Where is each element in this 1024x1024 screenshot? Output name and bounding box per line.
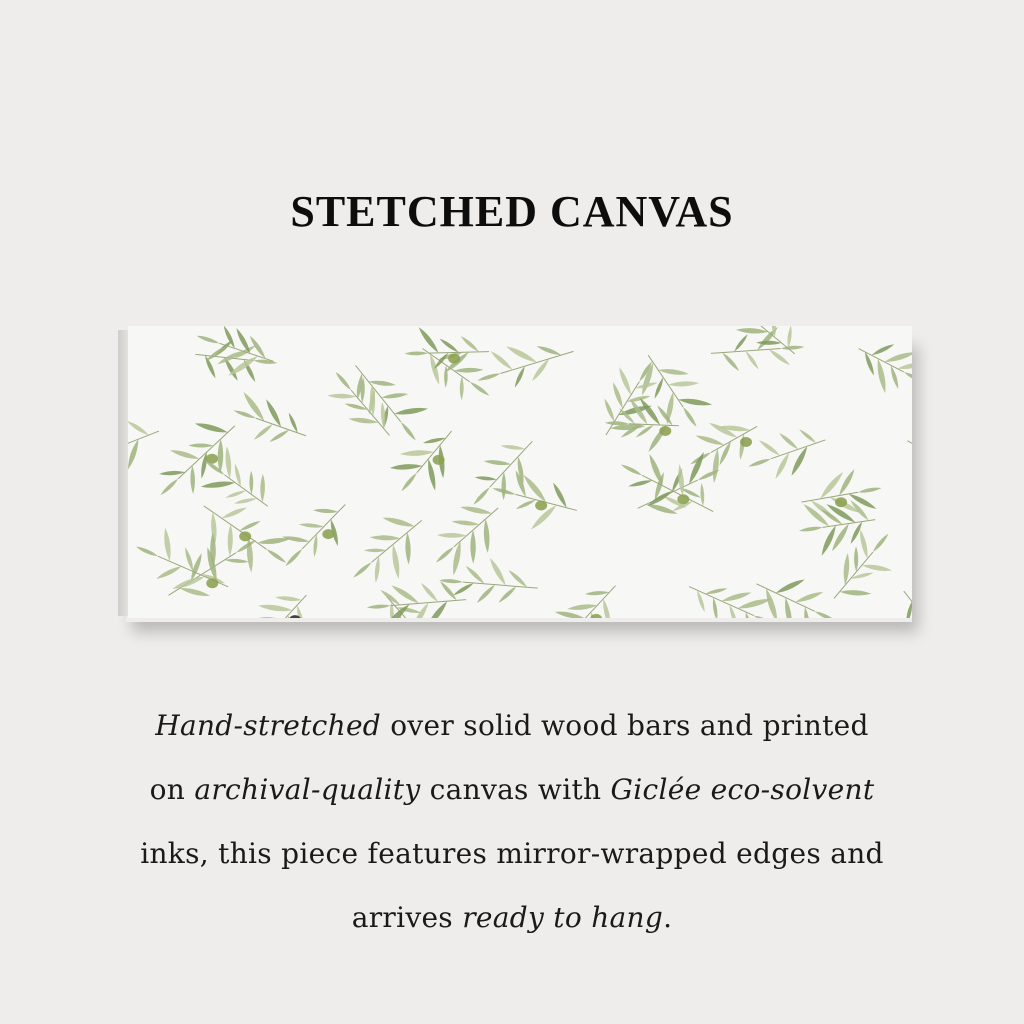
olive-branch: [834, 529, 892, 598]
leaf: [428, 353, 442, 385]
olive: [433, 455, 445, 465]
olive-branch: [435, 504, 499, 576]
branch-stem: [454, 508, 498, 547]
olive-branch-pattern: [128, 326, 912, 618]
leaf: [201, 480, 236, 490]
leaf: [875, 358, 888, 394]
olive: [448, 354, 460, 364]
canvas-product-image: [118, 326, 914, 622]
leaf: [135, 545, 159, 558]
leaf: [435, 545, 456, 564]
olive-branch: [554, 586, 615, 618]
leaf: [432, 351, 449, 370]
olive: [740, 437, 752, 447]
leaf: [554, 609, 585, 618]
leaf: [364, 549, 386, 553]
leaf: [253, 359, 277, 365]
description-line-4: arrives ready to hang.: [351, 901, 673, 934]
leaf: [475, 583, 496, 604]
leaf: [695, 433, 725, 447]
leaf: [460, 335, 481, 354]
leaf: [400, 449, 435, 457]
leaf: [585, 590, 610, 596]
leaf: [259, 616, 283, 618]
leaf: [617, 366, 633, 396]
leaf: [460, 504, 493, 515]
leaf: [620, 463, 643, 477]
olive: [659, 426, 671, 436]
leaf: [451, 541, 463, 576]
leaf: [773, 451, 791, 480]
leaf: [489, 349, 514, 371]
olive-branch: [327, 371, 389, 436]
leaf: [163, 527, 173, 561]
leaf: [733, 333, 749, 353]
description-line-3: inks, this piece features mirror-wrapped edges and: [140, 837, 884, 870]
leaf: [381, 392, 408, 400]
leaf: [327, 393, 357, 399]
leaf: [758, 438, 782, 457]
leaf: [437, 533, 467, 538]
olive-branch: [689, 587, 776, 618]
product-description: [90, 694, 934, 950]
page-title: STETCHED CANVAS: [290, 187, 734, 236]
olive-branch: [477, 344, 574, 388]
leaf: [265, 548, 287, 565]
leaf: [601, 598, 612, 618]
leaf: [603, 398, 617, 423]
olive-branch: [404, 326, 489, 374]
leaf: [819, 524, 838, 557]
olive-branch: [859, 342, 912, 393]
leaf: [390, 544, 401, 579]
leaf: [258, 603, 293, 613]
leaf: [858, 529, 870, 559]
leaf: [452, 581, 475, 597]
leaf: [454, 367, 484, 373]
olive: [677, 494, 689, 504]
leaf: [695, 590, 706, 613]
leaf: [780, 345, 804, 350]
leaf: [775, 577, 806, 595]
leaf: [239, 519, 262, 532]
leaf: [284, 548, 303, 568]
leaf: [903, 370, 912, 384]
leaf: [264, 398, 283, 428]
leaf: [668, 381, 699, 388]
leaf: [451, 519, 479, 527]
leaf: [474, 475, 497, 481]
leaf: [501, 472, 506, 500]
leaf: [798, 428, 817, 445]
leaf: [483, 519, 491, 553]
leaf: [394, 406, 429, 416]
leaf: [405, 532, 411, 564]
description-line-1: Hand-stretched over solid wood bars and printed: [155, 709, 869, 742]
leaf: [861, 563, 892, 573]
olive-branch: [605, 396, 679, 453]
leaf: [382, 515, 415, 529]
leaf: [653, 377, 665, 400]
leaf: [260, 474, 265, 503]
leaf: [628, 479, 653, 489]
leaf: [352, 561, 373, 579]
branch-stem: [711, 349, 781, 354]
olive: [322, 529, 334, 539]
leaf: [830, 522, 851, 552]
leaf: [159, 477, 179, 496]
olive: [206, 578, 218, 588]
leaf: [794, 590, 823, 605]
leaf: [611, 381, 625, 409]
leaf: [488, 557, 508, 587]
leaf: [744, 350, 760, 370]
leaf: [227, 524, 233, 556]
leaf: [196, 334, 220, 345]
leaf: [744, 611, 756, 618]
leaf: [179, 586, 210, 599]
leaf: [756, 326, 764, 327]
leaf: [169, 448, 200, 461]
leaf: [221, 505, 248, 520]
olive-branch: [904, 591, 912, 618]
leaf: [417, 326, 441, 354]
leaf: [778, 432, 800, 451]
leaf: [194, 421, 228, 435]
olive-branch: [196, 326, 273, 378]
leaf: [438, 337, 459, 354]
leaf: [711, 448, 720, 483]
olive-branch: [247, 595, 307, 618]
leaf: [850, 571, 874, 580]
olive-branch: [282, 504, 346, 567]
olive-branch: [128, 419, 159, 484]
leaf: [814, 610, 837, 618]
leaf: [390, 463, 423, 470]
leaf: [700, 483, 705, 507]
leaf: [233, 463, 242, 487]
olive-branch: [204, 505, 291, 572]
leaf: [188, 443, 213, 447]
leaf: [905, 601, 912, 618]
olive-branch: [352, 515, 422, 583]
leaf: [472, 486, 491, 506]
description-line-2: on archival-quality canvas with Giclée eco-solvent: [149, 773, 875, 806]
leaf: [854, 546, 858, 572]
leaf: [705, 587, 728, 596]
leaf: [871, 342, 895, 357]
leaf: [128, 425, 129, 445]
leaf: [837, 468, 856, 497]
olive: [535, 501, 547, 511]
leaf: [497, 585, 518, 604]
leaf: [190, 465, 195, 494]
leaf: [253, 423, 274, 442]
leaf: [768, 348, 792, 367]
leaf: [678, 397, 713, 408]
olive-branch: [748, 428, 826, 480]
leaf: [334, 371, 352, 392]
leaf: [500, 444, 525, 451]
leaf: [721, 590, 752, 603]
leaf: [128, 419, 150, 437]
leaf: [839, 589, 871, 596]
olive-branch: [355, 365, 428, 441]
leaf: [536, 344, 562, 357]
olive: [239, 531, 251, 541]
leaf: [224, 558, 248, 564]
leaf: [369, 535, 400, 541]
leaf: [423, 436, 447, 445]
leaf: [470, 530, 476, 564]
olive-branch: [390, 431, 452, 492]
leaf: [225, 489, 247, 500]
leaf: [460, 376, 464, 400]
leaf: [884, 350, 912, 365]
leaf: [367, 604, 391, 610]
olive-branch: [195, 339, 277, 383]
leaf: [444, 365, 448, 388]
branch-stem: [648, 355, 683, 407]
leaf: [871, 532, 889, 553]
olive: [835, 497, 847, 507]
leaf: [469, 380, 491, 397]
leaf: [858, 486, 882, 494]
olive-branch: [908, 441, 912, 497]
leaf: [737, 596, 772, 611]
canvas-front: [128, 326, 912, 618]
leaf: [234, 497, 258, 506]
leaf: [224, 446, 232, 479]
leaf: [626, 394, 651, 403]
olive-branch: [756, 577, 837, 618]
leaf: [786, 326, 793, 349]
leaf: [756, 341, 782, 345]
leaf: [748, 457, 772, 468]
leaf: [400, 472, 418, 493]
leaf: [399, 421, 417, 442]
leaf: [789, 445, 810, 477]
leaf: [477, 372, 501, 383]
leaf: [712, 597, 719, 618]
leaf: [658, 368, 689, 377]
leaf: [268, 428, 290, 443]
leaf: [419, 582, 439, 604]
leaf: [515, 498, 537, 511]
leaf: [483, 459, 511, 467]
leaf: [249, 471, 253, 495]
leaf: [299, 522, 324, 528]
leaf: [818, 470, 845, 500]
leaf: [863, 351, 876, 376]
leaf: [128, 438, 141, 470]
branch-stem: [579, 586, 615, 618]
leaf: [313, 508, 338, 514]
branch-stem: [463, 582, 538, 588]
leaf: [799, 525, 823, 532]
olive-branch: [233, 390, 306, 443]
leaf: [275, 595, 302, 602]
leaf: [155, 564, 182, 580]
leaf: [681, 406, 698, 428]
leaf: [505, 344, 538, 365]
olive-branch: [689, 421, 757, 484]
branch-stem: [908, 441, 912, 475]
leaf: [404, 351, 428, 355]
leaf: [721, 351, 741, 372]
